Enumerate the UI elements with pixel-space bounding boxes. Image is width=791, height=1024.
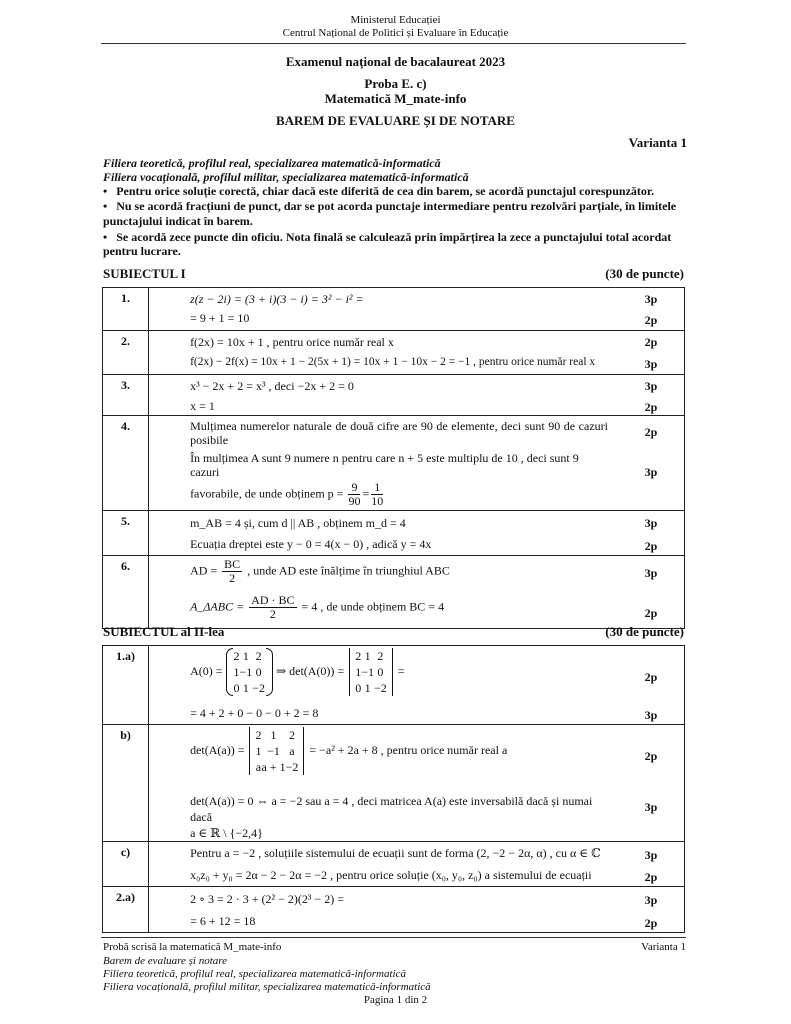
footer-line-1: Probă scrisă la matematică M_mate-info (103, 941, 282, 953)
table-row: 6. AD = $\frac{BC}{2}$ , unde AD este înălțime în triunghiul ABC 3p A_ΔABC = $\frac{AD \cdot BC}{2}$ = 4 , de unde obținem BC = 4 2p (103, 556, 685, 629)
footer-rule (101, 937, 686, 938)
subiect1-title: SUBIECTUL I (103, 266, 186, 281)
filiera-1: Filiera teoretică, profilul real, specializarea matematică-informatică (103, 156, 441, 170)
subject-title: Matematică M_mate-info (324, 91, 467, 106)
table-row: 3. x³ − 2x + 2 = x³ , deci −2x + 2 = 0 3p x = 1 2p (103, 375, 685, 416)
bullet-2: • Nu se acordă fracțiuni de punct, dar se pot acorda punctaje intermediare pentru rezolvări parțiale, în limitele punctajului indicat în barem. (103, 199, 677, 228)
table-row: 2. f(2x) = 10x + 1 , pentru orice număr real x 2p f(2x) − 2f(x) = 10x + 1 − 2(5x + 1) = 10x + 1 − 10x − 2 = −1 , pentru orice număr real x 3p (103, 331, 685, 375)
footer-line-2: Barem de evaluare și notare (103, 955, 228, 967)
determinant-a0: 2 1 2 1 −1 0 0 1 −2 (347, 648, 395, 696)
center-header: Centrul Național de Politici și Evaluare în Educație (282, 27, 509, 39)
table-row: 2.a) 2 ∘ 3 = 2 · 3 + (2² − 2)(2³ − 2) = 3p = 6 + 12 = 18 2p (103, 887, 685, 933)
varianta-label: Varianta 1 (628, 135, 687, 150)
subiect1-table (102, 287, 685, 629)
bullet-3: • Se acordă zece puncte din oficiu. Nota finală se calculează prin împărțirea la zece a punctajului total acordat pentru lucrare. (103, 230, 672, 258)
barem-title: BAREM DE EVALUARE ȘI DE NOTARE (276, 113, 515, 128)
proba-title: Proba E. c) (364, 76, 427, 91)
footer-line-3: Filiera teoretică, profilul real, specializarea matematică-informatică (103, 968, 406, 980)
bullet-1: • Pentru orice soluție corectă, chiar dacă este diferită de cea din barem, se acordă punctajul corespunzător. (103, 184, 655, 198)
footer-line-4: Filiera vocațională, profilul militar, specializarea matematică-informatică (103, 981, 431, 993)
table-row: 1. z(z − 2i) = (3 + i)(3 − i) = 3² − i² = 3p = 9 + 1 = 10 2p (103, 288, 685, 331)
subiect2-title: SUBIECTUL al II-lea (103, 624, 225, 639)
exam-title: Examenul național de bacalaureat 2023 (285, 54, 506, 69)
footer-varianta: Varianta 1 (641, 941, 686, 953)
header-rule (101, 43, 686, 44)
table-row: 1.a) A(0) = 2 1 2 1 −1 0 0 1 −2 ⇒ det(A(0)) = 2 1 2 1 −1 0 0 1 −2 = 2p = 4 + 2 + 0 − 0 − 0 + 2 = 8 3p (103, 646, 685, 725)
table-row: b) det(A(a)) = 2 1 2 1 −1 a a a + 1 −2 = −a² + 2a + 8 , pentru orice număr real a 2p det(A(a)) = 0 ⇔ a = −2 sau a = 4 , deci matricea A(a) este inversabilă dacă și numai dacă a ∈ ℝ \ {−2,4} 3p (103, 725, 685, 842)
subiect2-table (102, 645, 685, 933)
ministry-header: Ministerul Educației (350, 14, 441, 26)
subiect1-points: (30 de puncte) (605, 266, 684, 281)
filiera-2: Filiera vocațională, profilul militar, specializarea matematică-informatică (103, 170, 469, 184)
table-row: c) Pentru a = −2 , soluțiile sistemului de ecuații sunt de forma (2, −2 − 2α, α) , cu α ∈ ℂ 3p x₀z₀ + y₀ = 2α − 2 − 2α = −2 , pentru orice soluție (x₀, y₀, z₀) a sistemului de ecuații 2p (103, 842, 685, 887)
table-row: 5. m_AB = 4 și, cum d || AB , obținem m_d = 4 3p Ecuația dreptei este y − 0 = 4(x − 0) , adică y = 4x 2p (103, 511, 685, 556)
page-number: Pagina 1 din 2 (363, 994, 428, 1006)
matrix-a0: 2 1 2 1 −1 0 0 1 −2 (226, 648, 274, 696)
determinant-a: 2 1 2 1 −1 a a a + 1 −2 (247, 727, 306, 775)
subiect2-points: (30 de puncte) (605, 624, 684, 639)
table-row: 4. Mulțimea numerelor naturale de două cifre are 90 de elemente, deci sunt 90 de cazuri posibile 2p În mulțimea A sunt 9 numere n pentru care n + 5 este multiplu de 10 , deci sunt 9 cazuri favorabile, de unde obținem p = $\frac{9}{90}$ = $\frac{1}{10}$ 3p (103, 416, 685, 511)
